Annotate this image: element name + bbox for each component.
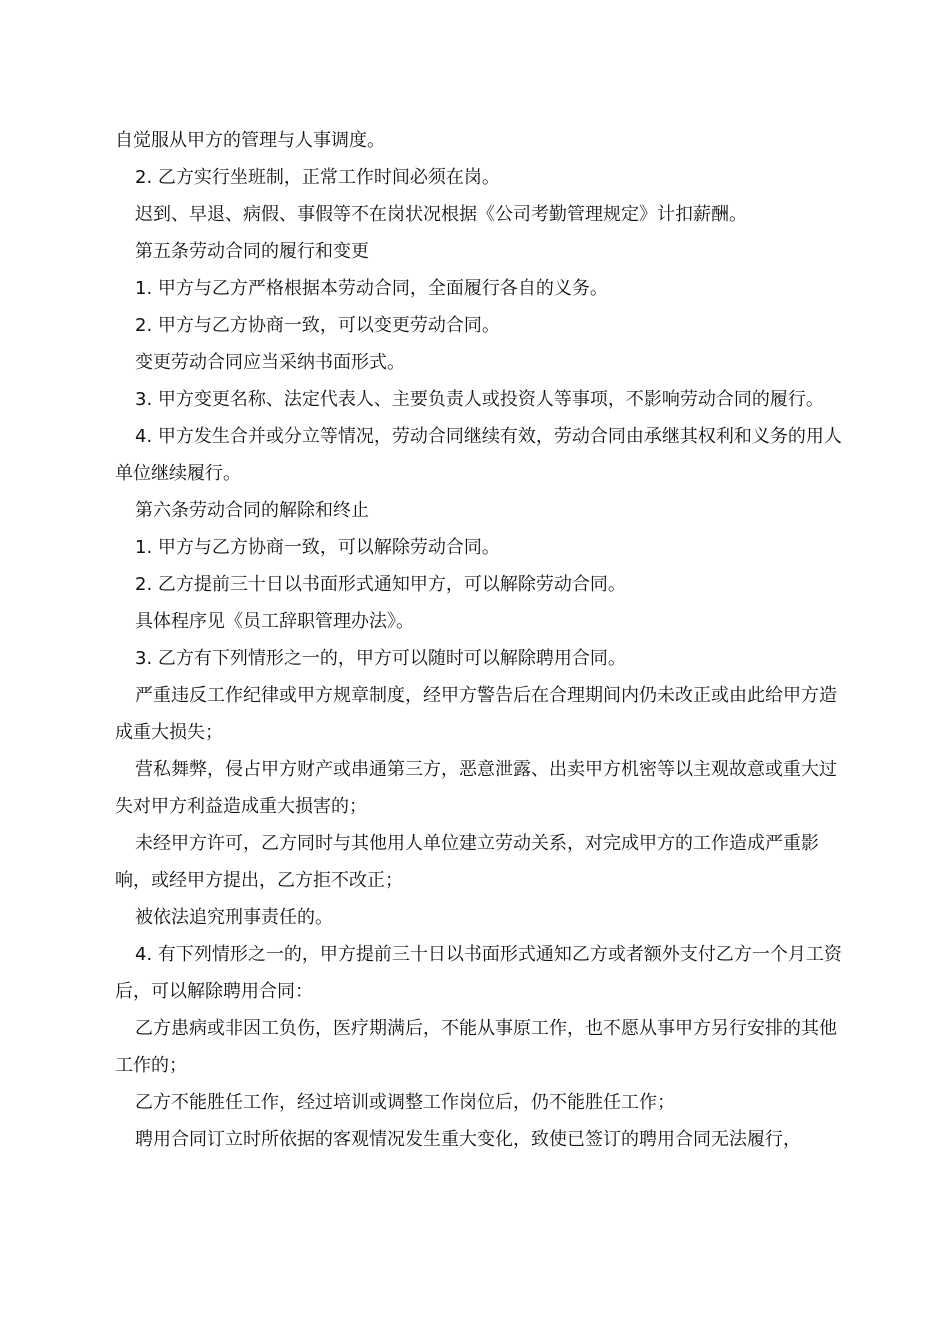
paragraph-1: 2. 乙方实行坐班制，正常工作时间必须在岗。 bbox=[135, 167, 500, 188]
paragraph-10: 1. 甲方与乙方协商一致，可以解除劳动合同。 bbox=[135, 537, 500, 558]
paragraph-2: 迟到、早退、病假、事假等不在岗状况根据《公司考勤管理规定》计扣薪酬。 bbox=[135, 204, 747, 225]
paragraph-17: 被依法追究刑事责任的。 bbox=[135, 907, 333, 928]
paragraph-19: 乙方患病或非因工负伤，医疗期满后，不能从事原工作，也不愿从事甲方另行安排的其他工作的； bbox=[115, 1018, 837, 1076]
paragraph-20: 乙方不能胜任工作，经过培训或调整工作岗位后，仍不能胜任工作； bbox=[135, 1092, 675, 1113]
paragraph-4: 1. 甲方与乙方严格根据本劳动合同，全面履行各自的义务。 bbox=[135, 278, 608, 299]
paragraph-6: 变更劳动合同应当采纳书面形式。 bbox=[135, 352, 405, 373]
paragraph-7: 3. 甲方变更名称、法定代表人、主要负责人或投资人等事项，不影响劳动合同的履行。 bbox=[135, 389, 824, 410]
paragraph-11: 2. 乙方提前三十日以书面形式通知甲方，可以解除劳动合同。 bbox=[135, 574, 626, 595]
paragraph-8: 4. 甲方发生合并或分立等情况，劳动合同继续有效，劳动合同由承继其权利和义务的用人单位继续履行。 bbox=[115, 426, 842, 484]
paragraph-13: 3. 乙方有下列情形之一的，甲方可以随时可以解除聘用合同。 bbox=[135, 648, 626, 669]
paragraph-18: 4. 有下列情形之一的，甲方提前三十日以书面形式通知乙方或者额外支付乙方一个月工资后，可以解除聘用合同： bbox=[115, 944, 842, 1002]
paragraph-21: 聘用合同订立时所依据的客观情况发生重大变化，致使已签订的聘用合同无法履行， bbox=[135, 1129, 801, 1150]
paragraph-5: 2. 甲方与乙方协商一致，可以变更劳动合同。 bbox=[135, 315, 500, 336]
document-body bbox=[115, 122, 843, 1158]
paragraph-15: 营私舞弊，侵占甲方财产或串通第三方，恶意泄露、出卖甲方机密等以主观故意或重大过失对甲方利益造成重大损害的； bbox=[115, 759, 837, 817]
paragraph-12: 具体程序见《员工辞职管理办法》。 bbox=[135, 611, 414, 632]
section-heading-6: 第六条劳动合同的解除和终止 bbox=[135, 500, 369, 521]
section-heading-5: 第五条劳动合同的履行和变更 bbox=[135, 241, 369, 262]
paragraph-14: 严重违反工作纪律或甲方规章制度，经甲方警告后在合理期间内仍未改正或由此给甲方造成重大损失； bbox=[115, 685, 837, 743]
paragraph-16: 未经甲方许可，乙方同时与其他用人单位建立劳动关系，对完成甲方的工作造成严重影响，或经甲方提出，乙方拒不改正； bbox=[115, 833, 819, 891]
paragraph-0: 自觉服从甲方的管理与人事调度。 bbox=[115, 130, 385, 151]
